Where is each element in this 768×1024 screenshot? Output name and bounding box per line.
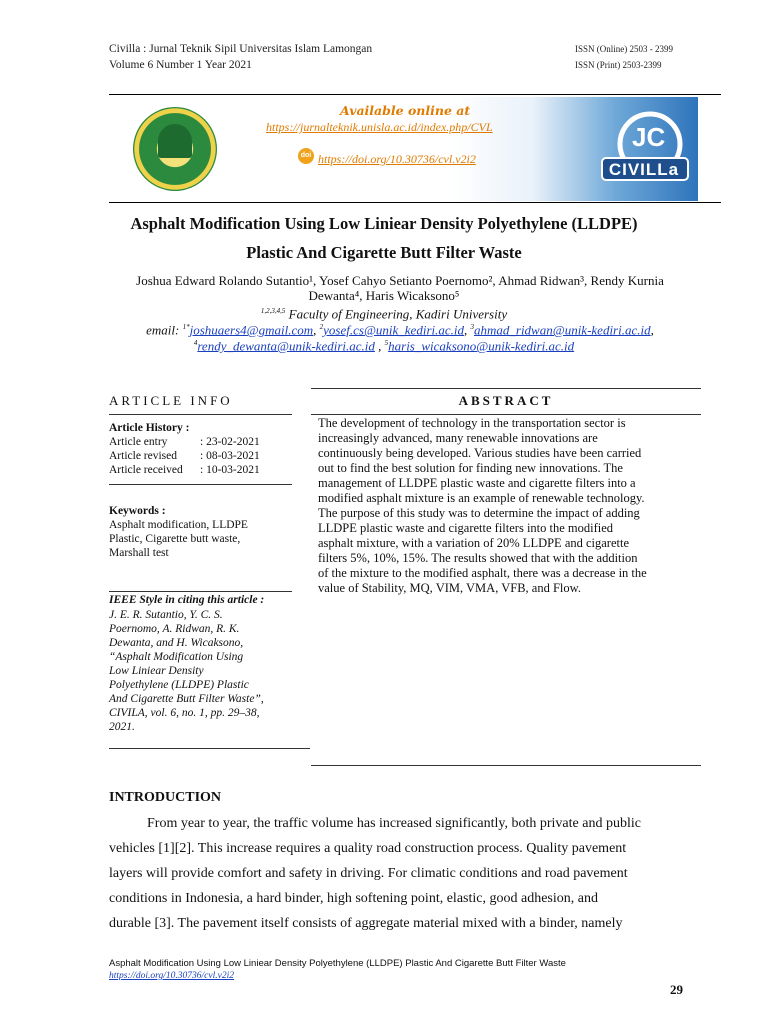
- university-logo-emblem: [158, 124, 192, 158]
- cite-line: Low Liniear Density: [109, 665, 204, 677]
- abstract-line: asphalt mixture, with a variation of 20% LLDPE and cigarette: [318, 536, 630, 550]
- introduction-heading: INTRODUCTION: [109, 790, 222, 805]
- authors-line1: Joshua Edward Rolando Sutantio¹, Yosef Cahyo Setianto Poernomo², Ahmad Ridwan³, Rendy Kurnia: [136, 273, 664, 288]
- intro-line: vehicles [1][2]. This increase requires a quality road construction process. Quality pavement: [109, 841, 627, 856]
- abstract-line: management of LLDPE plastic waste and cigarette filters into a: [318, 476, 636, 490]
- abstract-heading: ABSTRACT: [458, 393, 554, 408]
- introduction-body: [109, 811, 694, 936]
- cite-label: IEEE Style in citing this article :: [109, 594, 265, 606]
- paper-title-line1: Asphalt Modification Using Low Liniear Density Polyethylene (LLDPE): [130, 214, 638, 233]
- revised-label: Article revised: [109, 450, 178, 462]
- intro-line: layers will provide comfort and safety in driving. For climatic conditions and road pavement: [109, 866, 628, 881]
- abstract-line: value of Stability, MQ, VIM, VMA, VFB, and Flow.: [318, 581, 581, 595]
- email2-link[interactable]: yosef.cs@unik_kediri.ac.id: [323, 322, 464, 338]
- email-line2: $^4$rendy_dewanta@unik-kediri.ac.id , $^5$haris_wicaksono@unik-kediri.ac.id: [193, 338, 575, 354]
- cite-line: And Cigarette Butt Filter Waste”,: [109, 693, 264, 705]
- intro-line: conditions in Indonesia, a hard binder, high softening point, elastic, good adhesion, and: [109, 891, 598, 906]
- email3-sup: 3: [470, 323, 474, 331]
- abstract-top-rule: [311, 388, 701, 389]
- volume-info: Volume 6 Number 1 Year 2021: [109, 59, 252, 71]
- abstract-head-rule: [311, 414, 701, 415]
- cite-bottom-rule: [109, 748, 310, 749]
- abstract-body: [318, 416, 694, 596]
- entry-label: Article entry: [109, 436, 168, 448]
- history-label: Article History :: [109, 422, 190, 434]
- email1-sup: 1*: [182, 323, 190, 331]
- received-label: Article received: [109, 464, 183, 476]
- keywords-line1: Asphalt modification, LLDPE: [109, 519, 248, 531]
- email5-link[interactable]: haris_wicaksono@unik-kediri.ac.id: [388, 338, 575, 354]
- email-line1: email: $^{1*}$joshuaers4@gmail.com, $^2$yosef.cs@unik_kediri.ac.id, $^3$ahmad_ridwan@unik-kediri.ac.id,: [146, 322, 654, 338]
- cite-line: CIVILA, vol. 6, no. 1, pp. 29–38,: [109, 707, 260, 719]
- received-value: : 10-03-2021: [200, 464, 260, 476]
- footer-doi-link[interactable]: https://doi.org/10.30736/cvl.v2i2: [109, 971, 234, 981]
- page-number: 29: [670, 982, 683, 997]
- email4-link[interactable]: rendy_dewanta@unik-kediri.ac.id: [197, 338, 375, 354]
- cite-rule: [109, 591, 292, 592]
- issn-print: ISSN (Print) 2503-2399: [575, 60, 662, 70]
- keywords-label: Keywords :: [109, 505, 166, 517]
- cite-line: Polyethylene (LLDPE) Plastic: [109, 679, 249, 691]
- intro-line: From year to year, the traffic volume has increased significantly, both private and public: [147, 816, 641, 831]
- email3-link[interactable]: ahmad_ridwan@unik-kediri.ac.id: [474, 322, 651, 338]
- keywords-line3: Marshall test: [109, 547, 169, 559]
- abstract-line: continuously being developed. Various studies have been carried: [318, 446, 642, 460]
- article-info-heading: ARTICLE INFO: [109, 393, 233, 408]
- history-rule: [109, 484, 292, 485]
- civilla-logo-text: CIVILLa: [608, 160, 680, 179]
- abstract-line: filters 5%, 10%, 15%. The results showed that with the addition: [318, 551, 638, 565]
- banner-rule: [109, 202, 721, 203]
- affiliation-text: Faculty of Engineering, Kadiri University: [288, 306, 508, 322]
- cite-line: Dewanta, and H. Wicaksono,: [109, 637, 244, 649]
- doi-link[interactable]: https://doi.org/10.30736/cvl.v2i2: [318, 152, 476, 166]
- abstract-line: out to find the best solution for finding new innovations. The: [318, 461, 623, 475]
- footer-title: Asphalt Modification Using Low Liniear Density Polyethylene (LLDPE) Plastic And Cigarette Butt Filter Waste: [109, 958, 566, 969]
- email1-link[interactable]: joshuaers4@gmail.com: [189, 322, 314, 338]
- email5-sup: 5: [384, 339, 389, 347]
- cite-line: “Asphalt Modification Using: [109, 651, 244, 663]
- available-online-label: Available online at: [340, 103, 471, 118]
- revised-value: : 08-03-2021: [200, 450, 260, 462]
- abstract-bottom-rule: [311, 765, 701, 766]
- entry-value: : 23-02-2021: [200, 436, 260, 448]
- abstract-line: LLDPE plastic waste and cigarette filters into the modified: [318, 521, 614, 535]
- abstract-line: modified asphalt mixture is an example of renewable technology.: [318, 491, 645, 505]
- affiliation-sup: 1,2,3,4,5: [260, 307, 286, 315]
- issn-online: ISSN (Online) 2503 - 2399: [575, 44, 673, 54]
- doi-icon: doi: [298, 148, 314, 164]
- email2-sup: 2: [319, 323, 324, 331]
- authors-line2: Dewanta⁴, Haris Wicaksono⁵: [308, 288, 460, 303]
- cite-line: Poernomo, A. Ridwan, R. K.: [109, 623, 240, 635]
- keywords-line2: Plastic, Cigarette butt waste,: [109, 533, 241, 545]
- abstract-line: The purpose of this study was to determine the impact of adding: [318, 506, 640, 520]
- abstract-line: The development of technology in the transportation sector is: [318, 416, 626, 430]
- article-info-rule: [109, 414, 292, 415]
- intro-line: durable [3]. The pavement itself consists of aggregate material mixed with a binder, namely: [109, 916, 623, 931]
- header-rule: [109, 94, 721, 95]
- cite-text: [109, 608, 292, 734]
- cite-line: 2021.: [109, 721, 135, 733]
- cite-line: J. E. R. Sutantio, Y. C. S.: [109, 609, 223, 621]
- email-label: email:: [146, 322, 180, 338]
- paper-title-line2: Plastic And Cigarette Butt Filter Waste: [246, 243, 522, 262]
- civilla-logo-mark: JC: [632, 122, 666, 152]
- abstract-line: increasingly advanced, many renewable innovations are: [318, 431, 598, 445]
- email4-sup: 4: [193, 339, 198, 347]
- journal-url-link[interactable]: https://jurnalteknik.unisla.ac.id/index.php/CVL: [266, 120, 493, 134]
- journal-name: Civilla : Jurnal Teknik Sipil Universitas Islam Lamongan: [109, 43, 373, 55]
- abstract-line: of the mixture to the modified asphalt, there was a decrease in the: [318, 566, 647, 580]
